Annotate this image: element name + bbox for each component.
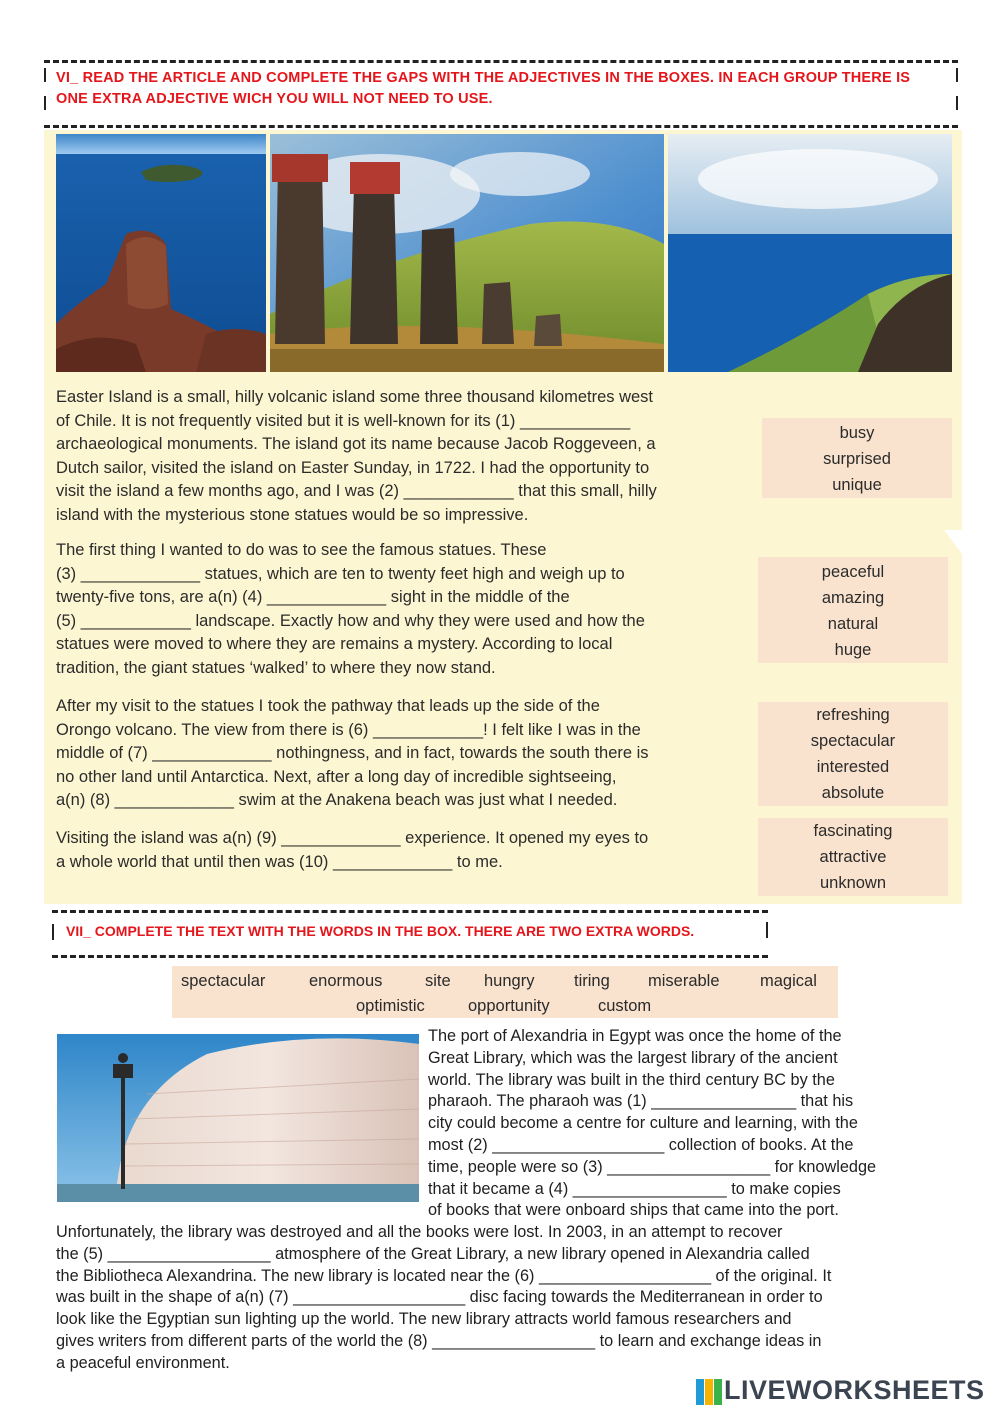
word-bank-item: hungry (484, 972, 535, 990)
word-bank-item: miserable (648, 972, 720, 990)
instruction-bar-left (52, 924, 54, 940)
word-option: busy (839, 424, 875, 442)
instruction-bar-right (956, 96, 958, 110)
section6-instruction (56, 68, 946, 110)
text-line: that it became a (4) _________________ to make copies (428, 1179, 841, 1198)
text-line: the (5) __________________ atmosphere of the Great Library, a new library opened in Alexandria called (56, 1244, 810, 1263)
word-box-3 (758, 702, 948, 806)
word-bank-item: optimistic (356, 997, 425, 1015)
text-line: the Bibliotheca Alexandrina. The new library is located near the (6) ___________________ of the original. It (56, 1266, 832, 1285)
word-option: unique (832, 476, 882, 494)
text-line: Great Library, which was the largest library of the ancient (428, 1048, 838, 1067)
section7-instruction: VII_ COMPLETE THE TEXT WITH THE WORDS IN THE BOX. THERE ARE TWO EXTRA WORDS. (66, 923, 695, 939)
text-line: twenty-five tons, are a(n) (4) _____________ sight in the middle of the (56, 588, 570, 606)
text-line: Visiting the island was a(n) (9) _____________ experience. It opened my eyes to (56, 829, 649, 847)
section7-text-beside-photo (428, 1026, 948, 1222)
word-box-4 (758, 818, 948, 896)
text-line: statues were moved to where they are remains a mystery. According to local (56, 635, 613, 653)
text-line: a(n) (8) _____________ swim at the Anakena beach was just what I needed. (56, 791, 618, 809)
text-line: a whole world that until then was (10) _____________ to me. (56, 852, 503, 871)
text-line: most (2) ___________________ collection of books. At the (428, 1135, 854, 1154)
text-line: time, people were so (3) __________________ for knowledge (428, 1157, 877, 1176)
instruction-bar-left (44, 96, 46, 110)
word-bank (172, 966, 838, 1018)
text-line: pharaoh. The pharaoh was (1) ________________ that his (428, 1092, 854, 1111)
liveworksheets-logo-icon (696, 1379, 722, 1405)
word-option: amazing (821, 589, 885, 607)
word-bank-item: enormous (309, 972, 383, 990)
text-line: After my visit to the statues I took the pathway that leads up the side of the (56, 697, 600, 715)
text-line: a peaceful environment. (56, 1353, 230, 1372)
instruction-line: ONE EXTRA ADJECTIVE WICH YOU WILL NOT NEED TO USE. (56, 91, 493, 107)
word-option: huge (834, 641, 872, 659)
word-option: natural (827, 615, 879, 633)
easter-island-coast-photo (56, 134, 266, 372)
word-option: absolute (821, 784, 885, 802)
instruction-bar-left (44, 68, 46, 82)
word-option: refreshing (816, 706, 890, 724)
text-line: no other land until Antarctica. Next, after a long day of incredible sightseeing, (56, 767, 617, 786)
word-option: attractive (819, 848, 887, 866)
text-line: (5) ____________ landscape. Exactly how and why they were used and how the (56, 611, 645, 630)
section7-text-full (56, 1222, 956, 1375)
text-line: city could become a centre for culture and learning, with the (428, 1114, 858, 1133)
word-bank-item: site (425, 972, 451, 990)
text-line: Easter Island is a small, hilly volcanic island some three thousand kilometres west (56, 388, 654, 406)
text-line: island with the mysterious stone statues would be so impressive. (56, 505, 529, 524)
liveworksheets-logo (696, 1377, 996, 1407)
text-line: of Chile. It is not frequently visited but it is well-known for its (1) ____________ (56, 411, 631, 430)
text-line: gives writers from different parts of the world the (8) __________________ to learn and exchange ideas in (56, 1331, 822, 1350)
bibliotheca-alexandrina-photo (57, 1034, 419, 1202)
instruction-bar-right (766, 922, 768, 938)
word-bank-item: magical (760, 972, 817, 990)
article-paragraph-3 (56, 695, 756, 813)
text-line: of books that were onboard ships that came into the port. (428, 1201, 839, 1220)
word-bank-item: custom (598, 997, 652, 1015)
moai-statues-photo (270, 134, 664, 372)
instruction-line: VI_ READ THE ARTICLE AND COMPLETE THE GAPS WITH THE ADJECTIVES IN THE BOXES. IN EACH GROUP THERE IS (56, 70, 911, 86)
article-paragraph-1 (56, 386, 756, 527)
text-line: Unfortunately, the library was destroyed and all the books were lost. In 2003, in an attempt to recover (56, 1223, 783, 1241)
text-line: Orongo volcano. The view from there is (6) ____________! I felt like I was in the (56, 720, 641, 739)
word-bank-item: spectacular (181, 972, 266, 990)
article-paragraph-2 (56, 539, 756, 680)
word-box-2 (758, 557, 948, 663)
cliff-ocean-photo (668, 134, 952, 372)
panel-notch (944, 530, 962, 554)
text-line: The port of Alexandria in Egypt was once the home of the (428, 1027, 842, 1045)
word-bank-item: opportunity (468, 997, 550, 1015)
word-option: peaceful (821, 563, 885, 581)
text-line: Dutch sailor, visited the island on Easter Sunday, in 1722. I had the opportunity to (56, 458, 650, 477)
text-line: middle of (7) _____________ nothingness, and in fact, towards the south there is (56, 744, 649, 762)
word-box-1 (762, 418, 952, 498)
article-paragraph-4 (56, 827, 756, 874)
logo-text: LIVEWORKSHEETS (724, 1375, 985, 1405)
word-option: surprised (823, 450, 891, 468)
word-option: interested (816, 758, 890, 776)
text-line: The first thing I wanted to do was to see the famous statues. These (56, 541, 547, 559)
text-line: was built in the shape of a(n) (7) ___________________ disc facing towards the Mediterranean in order to (56, 1288, 823, 1307)
text-line: look like the Egyptian sun lighting up the world. The new library attracts world famous researchers and (56, 1310, 792, 1329)
text-line: (3) _____________ statues, which are ten to twenty feet high and weigh up to (56, 564, 625, 583)
word-bank-item: tiring (574, 972, 610, 990)
text-line: world. The library was built in the third century BC by the (428, 1070, 835, 1089)
instruction-bar-right (956, 68, 958, 82)
text-line: archaeological monuments. The island got its name because Jacob Roggeveen, a (56, 435, 656, 453)
word-option: fascinating (813, 822, 893, 840)
text-line: visit the island a few months ago, and I was (2) ____________ that this small, hilly (56, 482, 657, 500)
word-option: unknown (819, 874, 887, 892)
text-line: tradition, the giant statues ‘walked’ to where they now stand. (56, 658, 496, 677)
word-option: spectacular (810, 732, 896, 750)
